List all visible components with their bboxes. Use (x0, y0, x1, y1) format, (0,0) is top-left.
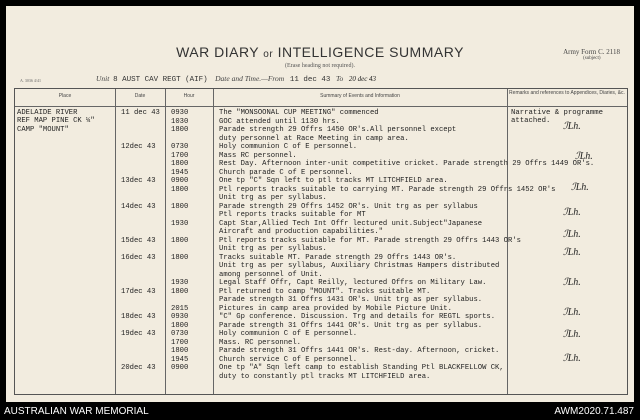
diary-date: 17dec 43 (121, 287, 156, 296)
diary-date: 14dec 43 (121, 202, 156, 211)
archive-footer (0, 402, 640, 420)
diary-summary: Unit trg as per syllabus. (219, 194, 327, 202)
diary-summary: Pictures in camp area provided by Mobile Picture Unit. (219, 304, 452, 313)
diary-hour: 1800 (171, 160, 189, 168)
initials-signature: ℐLh. (563, 307, 581, 318)
diary-date: 13dec 43 (121, 177, 156, 185)
diary-summary: One tp "C" Sqn left to ptl tracks MT LITCHFIELD area. (219, 177, 448, 185)
diary-row (15, 313, 507, 321)
diary-row (15, 194, 507, 202)
diary-hour: 1030 (171, 117, 189, 126)
footer-reference: AWM2020.71.487 (554, 406, 634, 417)
diary-hour: 1800 (171, 287, 189, 296)
title-intelligence-summary: INTELLIGENCE SUMMARY (277, 44, 464, 60)
diary-hour: 1800 (171, 253, 189, 262)
diary-hour: 1945 (171, 168, 189, 177)
diary-summary: among personnel of Unit. (219, 270, 323, 279)
diary-summary: Church parade C of E personnel. (219, 168, 353, 177)
form-subtitle: (Erase heading not required). (285, 63, 355, 69)
diary-row (15, 347, 507, 355)
form-code: A. 3036 4/41 (20, 78, 41, 83)
diary-row (15, 109, 507, 117)
initials-signature: ℐLh. (563, 353, 581, 364)
diary-summary: Parade strength 31 Offrs 1431 OR's. Unit trg as per syllabus. (219, 296, 483, 304)
diary-summary: Tracks suitable MT. Parade strength 29 Offrs 1443 OR's. (219, 253, 457, 262)
diary-summary: duty personnel at Race Meeting in camp area. (219, 134, 409, 143)
place-line: ADELAIDE RIVER (17, 109, 78, 117)
diary-hour: 1700 (171, 151, 189, 160)
remarks-cell (511, 109, 603, 126)
diary-hour: 0900 (171, 177, 189, 185)
diary-summary: Unit trg as per syllabus. (219, 245, 327, 253)
unit-line (96, 74, 376, 84)
diary-date: 19dec 43 (121, 330, 156, 338)
diary-summary: Holy communion C of E personnel. (219, 143, 358, 151)
diary-summary: The "MONSOONAL CUP MEETING" commenced (219, 109, 379, 117)
diary-row (15, 373, 507, 381)
diary-row (15, 288, 507, 296)
diary-hour: 1800 (171, 126, 189, 134)
diary-row (15, 160, 595, 168)
diary-hour: 1800 (171, 236, 189, 245)
header-divider (15, 106, 627, 107)
diary-hour: 1800 (171, 185, 189, 194)
diary-row (15, 254, 507, 262)
diary-summary: Legal Staff Offr, Capt Reilly, lectured Offrs on Military Law. (219, 279, 487, 287)
diary-row (15, 279, 507, 287)
diary-row (15, 118, 507, 126)
diary-row (15, 203, 507, 211)
diary-row (15, 356, 507, 364)
diary-summary: Church service C of E personnel. (219, 355, 358, 364)
diary-hour: 1800 (171, 321, 189, 330)
diary-summary: Holy communion C of E personnel. (219, 330, 358, 338)
title-war-diary: WAR DIARY (176, 44, 259, 60)
diary-row (15, 322, 507, 330)
diary-date: 12dec 43 (121, 143, 156, 151)
initials-signature: ℐLh. (563, 229, 581, 240)
footer-source: AUSTRALIAN WAR MEMORIAL (4, 406, 149, 417)
initials-signature: ℐLh. (563, 121, 581, 132)
diary-summary: Parade strength 29 Offrs 1452 OR's. Unit trg as per syllabus (219, 202, 478, 211)
diary-summary: Ptl returned to camp "MOUNT". Tracks suitable MT. (219, 287, 431, 296)
diary-hour: 1945 (171, 355, 189, 364)
diary-hour: 0730 (171, 143, 189, 151)
diary-sheet (6, 6, 634, 402)
initials-signature: ℐLh. (563, 277, 581, 288)
remarks-line: attached. (511, 117, 551, 126)
diary-summary: One tp "A" Sqn left camp to establish Standing Ptl BLACKFELLOW CK, (219, 364, 504, 372)
unit-label: Unit (96, 74, 110, 83)
diary-hour: 0930 (171, 109, 189, 117)
diary-summary: Parade strength 31 Offrs 1441 OR's. Unit trg as per syllabus. (219, 321, 483, 330)
initials-signature: ℐLh. (563, 329, 581, 340)
title-or: or (263, 49, 274, 60)
diary-summary: Unit trg as per syllabus, Auxiliary Christmas Hampers distributed (219, 262, 500, 270)
diary-hour: 0730 (171, 330, 189, 338)
diary-date: 15dec 43 (121, 236, 156, 245)
army-form-subject: (subject) (583, 56, 601, 61)
diary-summary: Parade strength 31 Offrs 1441 OR's. Rest-day. Afternoon, cricket. (219, 347, 500, 355)
diary-summary: "C" Gp conference. Discussion. Trg and details for REGTL sports. (219, 313, 496, 321)
date-from-value: 11 dec 43 (289, 76, 331, 84)
initials-signature: ℐLh. (563, 207, 581, 218)
diary-summary: Mass. RC personnel. (219, 338, 301, 347)
diary-summary: duty to constantly ptl tracks MT LITCHFIELD area. (219, 372, 431, 381)
diary-row (15, 143, 507, 151)
diary-row (15, 220, 507, 228)
army-form-label: Army Form C. 2118 (563, 48, 620, 56)
diary-summary: Aircraft and production capabilities." (219, 228, 383, 236)
initials-signature: ℐLh. (575, 151, 593, 162)
diary-row (15, 135, 507, 143)
diary-summary: Mass RC personnel. (219, 151, 297, 160)
diary-row (15, 236, 521, 245)
diary-row (15, 305, 507, 313)
date-to-label: To (335, 74, 344, 83)
diary-row (15, 169, 507, 177)
diary-row (15, 185, 556, 194)
date-to-value: 20 dec 43 (348, 75, 377, 83)
diary-row (15, 262, 507, 270)
diary-row (15, 364, 507, 372)
diary-row (15, 211, 507, 219)
diary-hour: 1930 (171, 279, 189, 287)
column-header-remarks: Remarks and references to Appendices, Diaries, &c. (509, 90, 625, 96)
diary-summary: Rest Day. Afternoon inter-unit competitive cricket. Parade strength 29 Offrs 1449 OR's. (219, 160, 595, 168)
date-from-label: Date and Time.—From (215, 74, 285, 83)
diary-table (14, 88, 628, 395)
diary-row (15, 245, 507, 253)
diary-row (15, 177, 507, 185)
diary-hour: 1700 (171, 338, 189, 347)
column-header-place: Place (58, 93, 72, 99)
initials-signature: ℐLh. (571, 182, 589, 193)
diary-summary: Parade strength 29 Offrs 1450 OR's.All personnel except (219, 126, 457, 134)
diary-date: 11 dec 43 (121, 109, 160, 117)
column-header-date: Date (134, 93, 146, 99)
diary-summary: Ptl reports tracks suitable to carrying MT. Parade strength 29 Offrs 1452 OR's (219, 185, 556, 194)
diary-hour: 1800 (171, 202, 189, 211)
diary-summary: Ptl reports tracks suitable for MT (219, 211, 366, 219)
form-title (6, 44, 634, 60)
diary-date: 16dec 43 (121, 253, 156, 262)
army-form-number (563, 48, 620, 61)
diary-hour: 0900 (171, 364, 189, 372)
remarks-line: Narrative & programme (511, 109, 603, 117)
diary-row (15, 152, 507, 160)
diary-summary: GOC attended until 1130 hrs. (219, 117, 340, 126)
diary-hour: 2015 (171, 304, 189, 313)
diary-row (15, 126, 507, 134)
diary-row (15, 228, 507, 236)
diary-hour: 0930 (171, 313, 189, 321)
diary-hour: 1930 (171, 219, 189, 228)
diary-row (15, 271, 507, 279)
column-header-summary: Summary of Events and Information (320, 93, 400, 99)
diary-row (15, 339, 507, 347)
place-line: CAMP "MOUNT" (17, 125, 69, 134)
diary-row (15, 296, 507, 304)
place-line: REF MAP PINE CK ¼" (17, 117, 95, 126)
initials-signature: ℐLh. (563, 247, 581, 258)
column-header-hour: Hour (183, 93, 195, 99)
diary-date: 18dec 43 (121, 313, 156, 321)
diary-row (15, 330, 507, 338)
diary-summary: Capt Star,Allied Tech Int Offr lectured unit.Subject"Japanese (219, 219, 483, 228)
unit-value: 8 AUST CAV REGT (AIF) (113, 76, 208, 84)
diary-hour: 1800 (171, 347, 189, 355)
diary-date: 20dec 43 (121, 364, 156, 372)
diary-summary: Ptl reports tracks suitable for MT. Parade strength 29 Offrs 1443 OR's (219, 236, 521, 245)
